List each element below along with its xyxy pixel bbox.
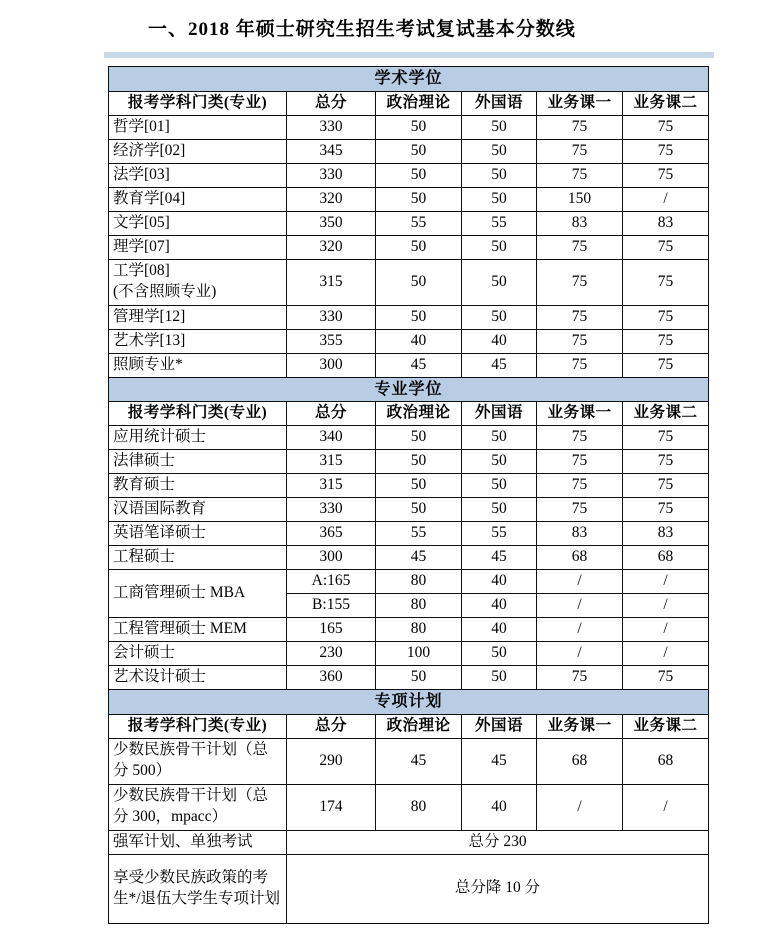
section-header-row-academic [109, 67, 709, 92]
col-header-total-score: 总分 [287, 402, 376, 426]
score-cell: 50 [462, 498, 537, 522]
score-cell: 50 [376, 498, 462, 522]
table-row [109, 329, 709, 353]
col-header-foreign-language: 外国语 [462, 91, 537, 115]
page-title: 一、2018 年硕士研究生招生考试复试基本分数线 [148, 19, 576, 40]
row-label: 教育硕士 [109, 474, 287, 498]
score-cell: 330 [287, 498, 376, 522]
score-cell: 320 [287, 187, 376, 211]
table-row [109, 830, 709, 854]
table-row [109, 498, 709, 522]
col-header-category: 报考学科门类(专业) [109, 714, 287, 738]
score-cell: 315 [287, 474, 376, 498]
row-label: 哲学[01] [109, 115, 287, 139]
row-label: 英语笔译硕士 [109, 522, 287, 546]
score-cell: / [537, 642, 623, 666]
document-page [0, 18, 769, 937]
row-label: 会计硕士 [109, 642, 287, 666]
table-row-mba-a [109, 570, 709, 594]
row-label-line2: (不含照顾专业) [113, 283, 217, 301]
row-label: 汉语国际教育 [109, 498, 287, 522]
score-cell: 75 [537, 163, 623, 187]
score-cell: 40 [462, 784, 537, 830]
col-header-business-course-2: 业务课二 [623, 714, 709, 738]
table-row [109, 666, 709, 690]
score-cell: 50 [462, 450, 537, 474]
col-header-business-course-1: 业务课一 [537, 402, 623, 426]
col-header-political-theory: 政治理论 [376, 402, 462, 426]
score-cell: 50 [462, 235, 537, 259]
score-cell: 340 [287, 426, 376, 450]
table-row [109, 259, 709, 305]
score-cell: A:165 [287, 570, 376, 594]
score-cell: 75 [537, 474, 623, 498]
table-row [109, 784, 709, 830]
score-cell: 80 [376, 618, 462, 642]
row-label: 少数民族骨干计划（总分 300，mpacc） [109, 784, 287, 830]
column-header-row [109, 91, 709, 115]
table-row [109, 305, 709, 329]
col-header-business-course-1: 业务课一 [537, 714, 623, 738]
col-header-political-theory: 政治理论 [376, 91, 462, 115]
score-cell: 50 [462, 259, 537, 305]
score-cell: 83 [623, 522, 709, 546]
row-label: 法学[03] [109, 163, 287, 187]
score-cell: 50 [462, 187, 537, 211]
score-cell: 45 [462, 353, 537, 377]
table-row [109, 738, 709, 784]
table-row [109, 115, 709, 139]
score-cell: 55 [376, 522, 462, 546]
score-cell: 350 [287, 211, 376, 235]
score-cell: 75 [537, 329, 623, 353]
col-header-business-course-2: 业务课二 [623, 91, 709, 115]
score-cell: 40 [462, 570, 537, 594]
score-cell: 55 [376, 211, 462, 235]
score-cell: 345 [287, 139, 376, 163]
score-cell: 75 [537, 450, 623, 474]
row-label: 工程管理硕士 MEM [109, 618, 287, 642]
table-row [109, 854, 709, 923]
score-cell: / [537, 594, 623, 618]
score-cell: 75 [623, 426, 709, 450]
row-label: 经济学[02] [109, 139, 287, 163]
score-cell: / [623, 187, 709, 211]
row-label: 享受少数民族政策的考生*/退伍大学生专项计划 [109, 854, 287, 923]
col-header-political-theory: 政治理论 [376, 714, 462, 738]
score-cell: 80 [376, 570, 462, 594]
score-cell: 75 [537, 426, 623, 450]
score-cell: / [537, 570, 623, 594]
row-label: 艺术设计硕士 [109, 666, 287, 690]
score-cell: 75 [623, 235, 709, 259]
table-row [109, 235, 709, 259]
row-label: 法律硕士 [109, 450, 287, 474]
score-cell: / [623, 594, 709, 618]
score-cell: 360 [287, 666, 376, 690]
table-row [109, 211, 709, 235]
score-cell: 50 [462, 163, 537, 187]
score-cell: 80 [376, 594, 462, 618]
section-header-professional: 专业学位 [109, 377, 709, 402]
row-label: 少数民族骨干计划（总分 500） [109, 738, 287, 784]
score-cell: 75 [623, 474, 709, 498]
table-row [109, 139, 709, 163]
score-cell: 75 [623, 259, 709, 305]
score-cell: 40 [462, 618, 537, 642]
score-cell: 50 [376, 235, 462, 259]
score-cell: 230 [287, 642, 376, 666]
row-label: 强军计划、单独考试 [109, 830, 287, 854]
score-cell: 75 [537, 115, 623, 139]
table-row [109, 187, 709, 211]
score-cell: 174 [287, 784, 376, 830]
col-header-business-course-1: 业务课一 [537, 91, 623, 115]
score-cell: 45 [462, 546, 537, 570]
score-cell: 100 [376, 642, 462, 666]
table-row [109, 353, 709, 377]
score-cell: 75 [623, 353, 709, 377]
score-cell: 50 [376, 474, 462, 498]
section-header-row-special [109, 690, 709, 715]
section-header-academic: 学术学位 [109, 67, 709, 92]
score-cell: 75 [537, 235, 623, 259]
score-cell: 75 [623, 139, 709, 163]
table-row [109, 450, 709, 474]
score-cell: 165 [287, 618, 376, 642]
score-cell: 83 [537, 211, 623, 235]
score-cell: 365 [287, 522, 376, 546]
col-header-foreign-language: 外国语 [462, 402, 537, 426]
score-cell: 68 [623, 546, 709, 570]
score-cell: 50 [462, 666, 537, 690]
score-cell: 55 [462, 522, 537, 546]
score-cell: 355 [287, 329, 376, 353]
score-cell: 50 [462, 305, 537, 329]
score-cell: 40 [462, 594, 537, 618]
row-label: 照顾专业* [109, 353, 287, 377]
score-cell: 45 [462, 738, 537, 784]
score-cell: 75 [537, 139, 623, 163]
score-cell: 290 [287, 738, 376, 784]
row-label: 教育学[04] [109, 187, 287, 211]
merged-score-cell: 总分 230 [287, 830, 709, 854]
score-cell: 50 [376, 426, 462, 450]
score-cell: 50 [462, 642, 537, 666]
accent-strip [104, 52, 714, 58]
col-header-business-course-2: 业务课二 [623, 402, 709, 426]
table-row [109, 642, 709, 666]
score-cell: 315 [287, 450, 376, 474]
table-row [109, 426, 709, 450]
score-cell: 300 [287, 546, 376, 570]
score-cell: 40 [376, 329, 462, 353]
section-header-row-professional [109, 377, 709, 402]
col-header-category: 报考学科门类(专业) [109, 91, 287, 115]
table-row [109, 546, 709, 570]
score-cell: 330 [287, 115, 376, 139]
score-cell: 75 [623, 305, 709, 329]
score-cell: 50 [376, 305, 462, 329]
row-label: 艺术学[13] [109, 329, 287, 353]
row-label-line1: 工学[08] [113, 262, 170, 280]
score-cell: / [623, 784, 709, 830]
score-cell: / [623, 642, 709, 666]
score-cell: 50 [462, 115, 537, 139]
row-label: 管理学[12] [109, 305, 287, 329]
score-cell: / [623, 618, 709, 642]
score-cell: / [537, 784, 623, 830]
score-cell: 75 [537, 498, 623, 522]
score-cell: 50 [462, 474, 537, 498]
col-header-total-score: 总分 [287, 91, 376, 115]
row-label: 理学[07] [109, 235, 287, 259]
score-cell: 45 [376, 546, 462, 570]
score-cell: 83 [537, 522, 623, 546]
score-cell: 68 [537, 546, 623, 570]
score-cell: 50 [376, 259, 462, 305]
score-cell: 75 [623, 163, 709, 187]
score-cell: 300 [287, 353, 376, 377]
score-cell: 330 [287, 163, 376, 187]
score-cell: 75 [623, 450, 709, 474]
score-cell: 75 [623, 115, 709, 139]
score-cell: 75 [537, 259, 623, 305]
score-cell: 68 [537, 738, 623, 784]
row-label: 文学[05] [109, 211, 287, 235]
score-cell: / [537, 618, 623, 642]
table-row [109, 522, 709, 546]
score-table [108, 66, 709, 924]
row-label: 应用统计硕士 [109, 426, 287, 450]
score-cell: 50 [462, 139, 537, 163]
score-cell: 45 [376, 738, 462, 784]
score-cell: 68 [623, 738, 709, 784]
row-label: 工程硕士 [109, 546, 287, 570]
score-cell: 83 [623, 211, 709, 235]
score-cell: 320 [287, 235, 376, 259]
score-cell: 80 [376, 784, 462, 830]
score-cell: / [623, 570, 709, 594]
score-cell: 50 [376, 187, 462, 211]
col-header-foreign-language: 外国语 [462, 714, 537, 738]
row-label [109, 259, 287, 305]
table-row [109, 163, 709, 187]
score-cell: 55 [462, 211, 537, 235]
row-label: 工商管理硕士 MBA [109, 570, 287, 618]
column-header-row [109, 402, 709, 426]
score-cell: 150 [537, 187, 623, 211]
score-cell: 75 [623, 498, 709, 522]
score-cell: 75 [623, 329, 709, 353]
col-header-total-score: 总分 [287, 714, 376, 738]
table-row [109, 618, 709, 642]
column-header-row [109, 714, 709, 738]
score-cell: 45 [376, 353, 462, 377]
score-cell: 75 [537, 353, 623, 377]
score-cell: 315 [287, 259, 376, 305]
score-cell: 75 [537, 305, 623, 329]
table-row [109, 474, 709, 498]
score-cell: 50 [376, 139, 462, 163]
score-cell: 75 [537, 666, 623, 690]
section-header-special: 专项计划 [109, 690, 709, 715]
score-cell: 330 [287, 305, 376, 329]
score-cell: 50 [376, 450, 462, 474]
score-cell: 75 [623, 666, 709, 690]
score-cell: 40 [462, 329, 537, 353]
score-cell: 50 [462, 426, 537, 450]
merged-score-cell: 总分降 10 分 [287, 854, 709, 923]
col-header-category: 报考学科门类(专业) [109, 402, 287, 426]
score-cell: 50 [376, 666, 462, 690]
score-cell: 50 [376, 115, 462, 139]
score-cell: 50 [376, 163, 462, 187]
score-cell: B:155 [287, 594, 376, 618]
